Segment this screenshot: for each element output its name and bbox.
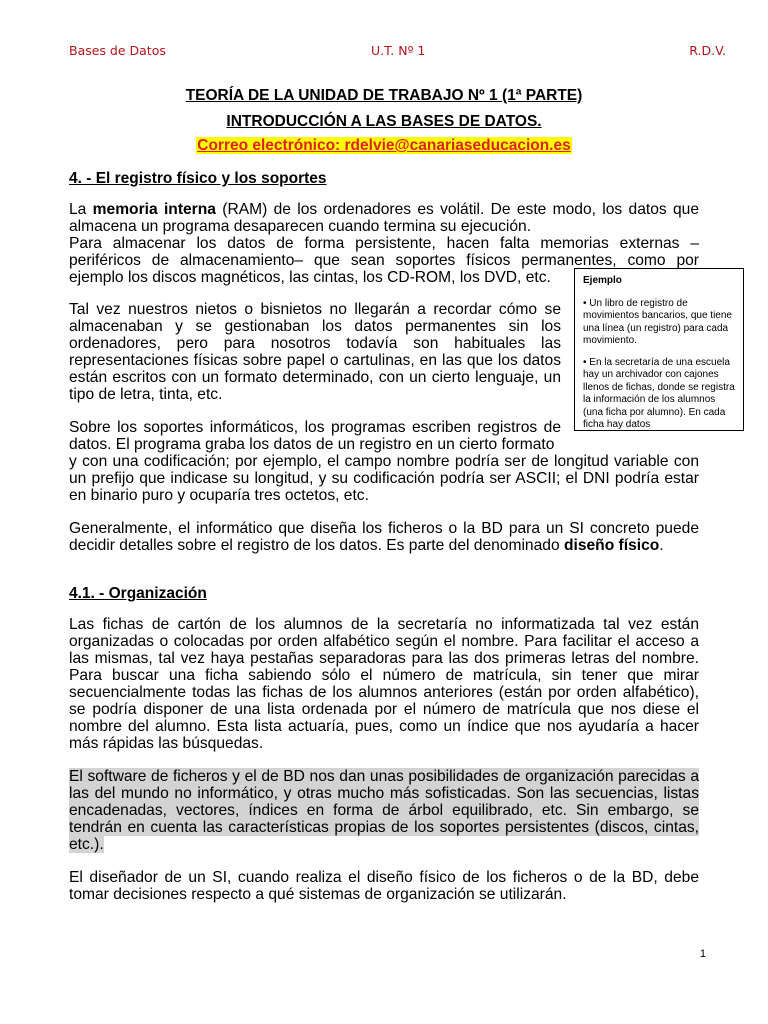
email-line bbox=[0, 137, 768, 155]
highlighted-text: El software de ficheros y el de BD nos dan unas posibilidades de organización parecidas a las del mundo no informático, y otras mucho más sofisticadas. Son las secuencias, listas encadenadas, vectores, índices en forma de árbol equilibrado, etc. Sin embargo, se tendrán en cuenta las características propias de los soportes persistentes (discos, cintas, etc.). bbox=[69, 768, 699, 853]
section-4-heading: 4. - El registro físico y los soportes bbox=[69, 170, 327, 187]
sidebox-item-bank: • Un libro de registro de movimientos bancarios, que tiene una línea (un registro) para cada movimiento. bbox=[583, 297, 732, 346]
header-subject: Bases de Datos bbox=[69, 43, 166, 58]
sidebox-title: Ejemplo bbox=[583, 275, 622, 286]
header-author: R.D.V. bbox=[689, 43, 726, 58]
bold-diseno-fisico: diseño físico bbox=[563, 537, 660, 554]
bold-memoria-interna: memoria interna bbox=[92, 201, 216, 218]
paragraph-nietos: Tal vez nuestros nietos o bisnietos no llegarán a recordar cómo se almacenaban y se gestionaban los datos permanentes sin los ordenadores, pero para nosotros todavía son habituales las representaciones físicas sobre papel o cartulinas, en las que los datos están escritos con un formato determinado, con un cierto lenguaje, un tipo de letra, tinta, etc. bbox=[69, 301, 561, 403]
document-subtitle: INTRODUCCIÓN A LAS BASES DE DATOS. bbox=[226, 113, 542, 130]
paragraph-diseno-fisico: Generalmente, el informático que diseña los ficheros o la BD para un SI concreto puede decidir detalles sobre el registro de los datos. Es parte del denominado diseño físico. bbox=[69, 520, 699, 554]
paragraph-soportes-b: y con una codificación; por ejemplo, el campo nombre podría ser de longitud variable con un prefijo que indicase su longitud, y su codificación podría ser ASCII; el DNI podría estar en binario puro y ocuparía tres octetos, etc. bbox=[69, 453, 699, 504]
sidebox-item-school: • En la secretaría de una escuela hay un archivador con cajones llenos de fichas, donde se registra la información de los alumnos (una ficha por alumno). En cada ficha hay datos bbox=[583, 356, 735, 430]
paragraph-disenador: El diseñador de un SI, cuando realiza el diseño físico de los ficheros o de la BD, debe tomar decisiones respecto a qué sistemas de organización se utilizarán. bbox=[69, 869, 699, 903]
paragraph-persistente: Para almacenar los datos de forma persistente, hacen falta memorias externas –periféricos de almacenamiento– que sean soportes físicos permanentes, como por ejemplo los discos magnéticos, las cintas, los CD-ROM, los DVD, etc. bbox=[69, 235, 699, 286]
paragraph-software-highlight bbox=[69, 768, 699, 853]
header-unit: U.T. Nº 1 bbox=[371, 43, 426, 58]
email-link[interactable]: Correo electrónico: rdelvie@canariaseducacion.es bbox=[197, 137, 571, 154]
paragraph-fichas: Las fichas de cartón de los alumnos de la secretaría no informatizada tal vez están organizadas o colocadas por orden alfabético según el nombre. Para facilitar el acceso a las mismas, tal vez haya pestañas separadoras para las dos primeras letras del nombre. Para buscar una ficha sabiendo sólo el número de matrícula, sin tener que mirar secuencialmente todas las fichas de los alumnos anteriores (están por orden alfabético), se podría disponer de una lista ordenada por el número de matrícula que nos diese el nombre del alumno. Esta lista actuaría, pues, como un índice que nos ayudaría a hacer más rápidas las búsquedas. bbox=[69, 616, 699, 752]
page-number: 1 bbox=[699, 948, 706, 960]
section-4-1-heading: 4.1. - Organización bbox=[69, 585, 207, 602]
document-title: TEORÍA DE LA UNIDAD DE TRABAJO Nº 1 (1ª PARTE) bbox=[185, 87, 583, 104]
paragraph-memoria: La memoria interna (RAM) de los ordenadores es volátil. De este modo, los datos que almacena un programa desaparecen cuando termina su ejecución. bbox=[69, 201, 699, 235]
example-sidebox bbox=[574, 268, 744, 431]
paragraph-soportes-a: Sobre los soportes informáticos, los programas escriben registros de datos. El programa graba los datos de un registro en un cierto formato bbox=[69, 419, 561, 453]
